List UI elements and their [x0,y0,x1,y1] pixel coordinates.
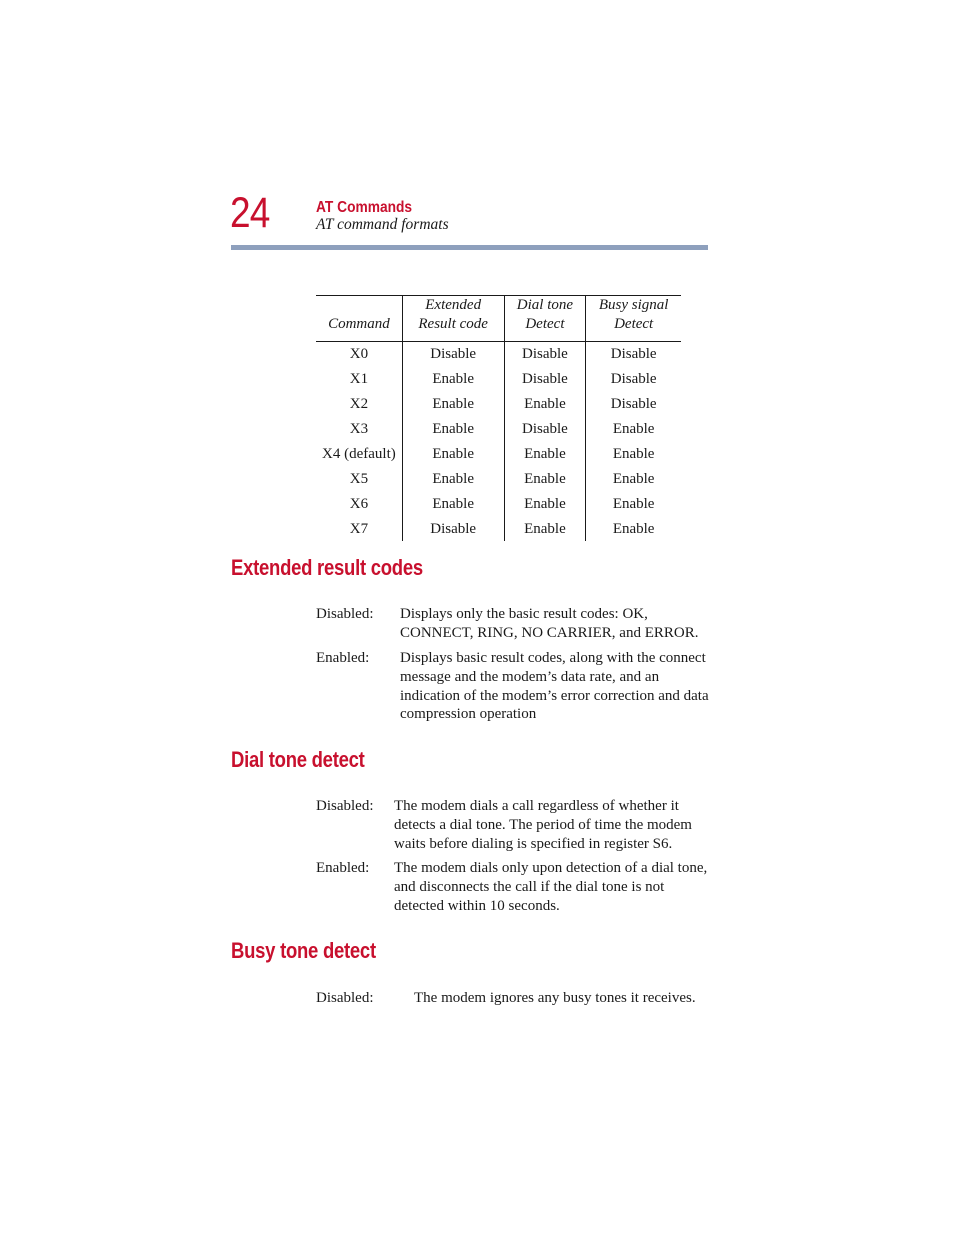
table-cell: Enable [402,392,504,417]
definition-term: Disabled: [316,990,374,1006]
table-cell: Disable [402,516,504,541]
table-cell: Enable [586,516,681,541]
table-cell: Enable [586,442,681,467]
table-cell: Enable [402,466,504,491]
definition-description [400,605,698,643]
definition-description [394,797,692,853]
heading-busy-tone-detect: Busy tone detect [231,938,376,963]
column-header-line: Detect [614,316,654,332]
table-cell: Enable [504,516,586,541]
column-header-busysignal [586,296,681,342]
table-cell: Enable [586,491,681,516]
table-cell: Disable [586,342,681,367]
definition-term: Disabled: [316,798,374,814]
chapter-title: AT Commands [316,199,413,216]
table-cell: Disable [586,392,681,417]
description-line: Displays basic result codes, along with the connect [400,650,706,666]
table-cell: Disable [504,342,586,367]
table-cell: X2 [349,396,369,413]
table-cell: Disable [586,367,681,392]
table-row [316,417,681,442]
table-cell: Disable [402,342,504,367]
description-line: CONNECT, RING, NO CARRIER, and ERROR. [400,624,699,641]
table-cell: Enable [504,392,586,417]
column-header-line: Dial tone [516,297,574,313]
table-cell: X5 [349,470,369,487]
description-line: message and the modem’s data rate, and an [400,668,660,685]
table-cell: X6 [349,495,369,512]
table-header-row [316,296,681,342]
table-cell: Enable [586,417,681,442]
page-number: 24 [230,189,270,237]
table-cell: Enable [402,491,504,516]
description-line: The modem dials a call regardless of whether it [394,798,679,814]
heading-dial-tone-detect: Dial tone detect [231,747,365,772]
description-line: detected within 10 seconds. [394,897,560,914]
definition-description [414,989,696,1008]
table-cell: Disable [504,367,586,392]
column-header-line: Busy signal [598,297,669,313]
column-header-line: Result code [418,316,488,332]
definition-term: Enabled: [316,860,370,876]
table-cell: Enable [504,442,586,467]
table-cell: Enable [402,442,504,467]
table-row [316,516,681,541]
description-line: compression operation [400,706,537,723]
table-row [316,342,681,367]
column-header-line: Command [328,316,390,332]
description-line: indication of the modem’s error correction and data [400,687,709,704]
table-row [316,392,681,417]
table-row [316,442,681,467]
table-cell: Enable [586,466,681,491]
description-line: The modem dials only upon detection of a dial tone, [394,860,708,876]
table-row [316,491,681,516]
heading-extended-result-codes: Extended result codes [231,555,423,580]
table-cell: Enable [504,466,586,491]
table-cell: X4 (default) [322,446,396,462]
definition-term: Disabled: [316,606,374,622]
table-cell: Enable [402,367,504,392]
table-row [316,466,681,491]
definition-term: Enabled: [316,650,370,666]
column-header-line: Extended [425,297,482,313]
description-line: detects a dial tone. The period of time the modem [394,816,692,833]
table-cell: Enable [402,417,504,442]
table-cell: X1 [349,371,369,388]
command-table [316,295,681,541]
table-cell: X7 [349,520,369,537]
description-line: waits before dialing is specified in register S6. [394,835,673,852]
definition-description [400,649,709,724]
table-cell: X0 [349,346,369,363]
column-header-extended [402,296,504,342]
table-cell: X3 [349,421,369,438]
header-rule [231,245,708,250]
table-cell: Enable [504,491,586,516]
column-header-command [316,296,402,342]
column-header-line: Detect [525,316,565,332]
table-cell: Disable [504,417,586,442]
description-line: The modem ignores any busy tones it receives. [414,990,696,1006]
column-header-dialtone [504,296,586,342]
definition-description [394,859,707,915]
table-row [316,367,681,392]
description-line: Displays only the basic result codes: OK, [400,606,648,622]
section-subtitle: AT command formats [316,216,449,233]
description-line: and disconnects the call if the dial tone is not [394,878,665,895]
